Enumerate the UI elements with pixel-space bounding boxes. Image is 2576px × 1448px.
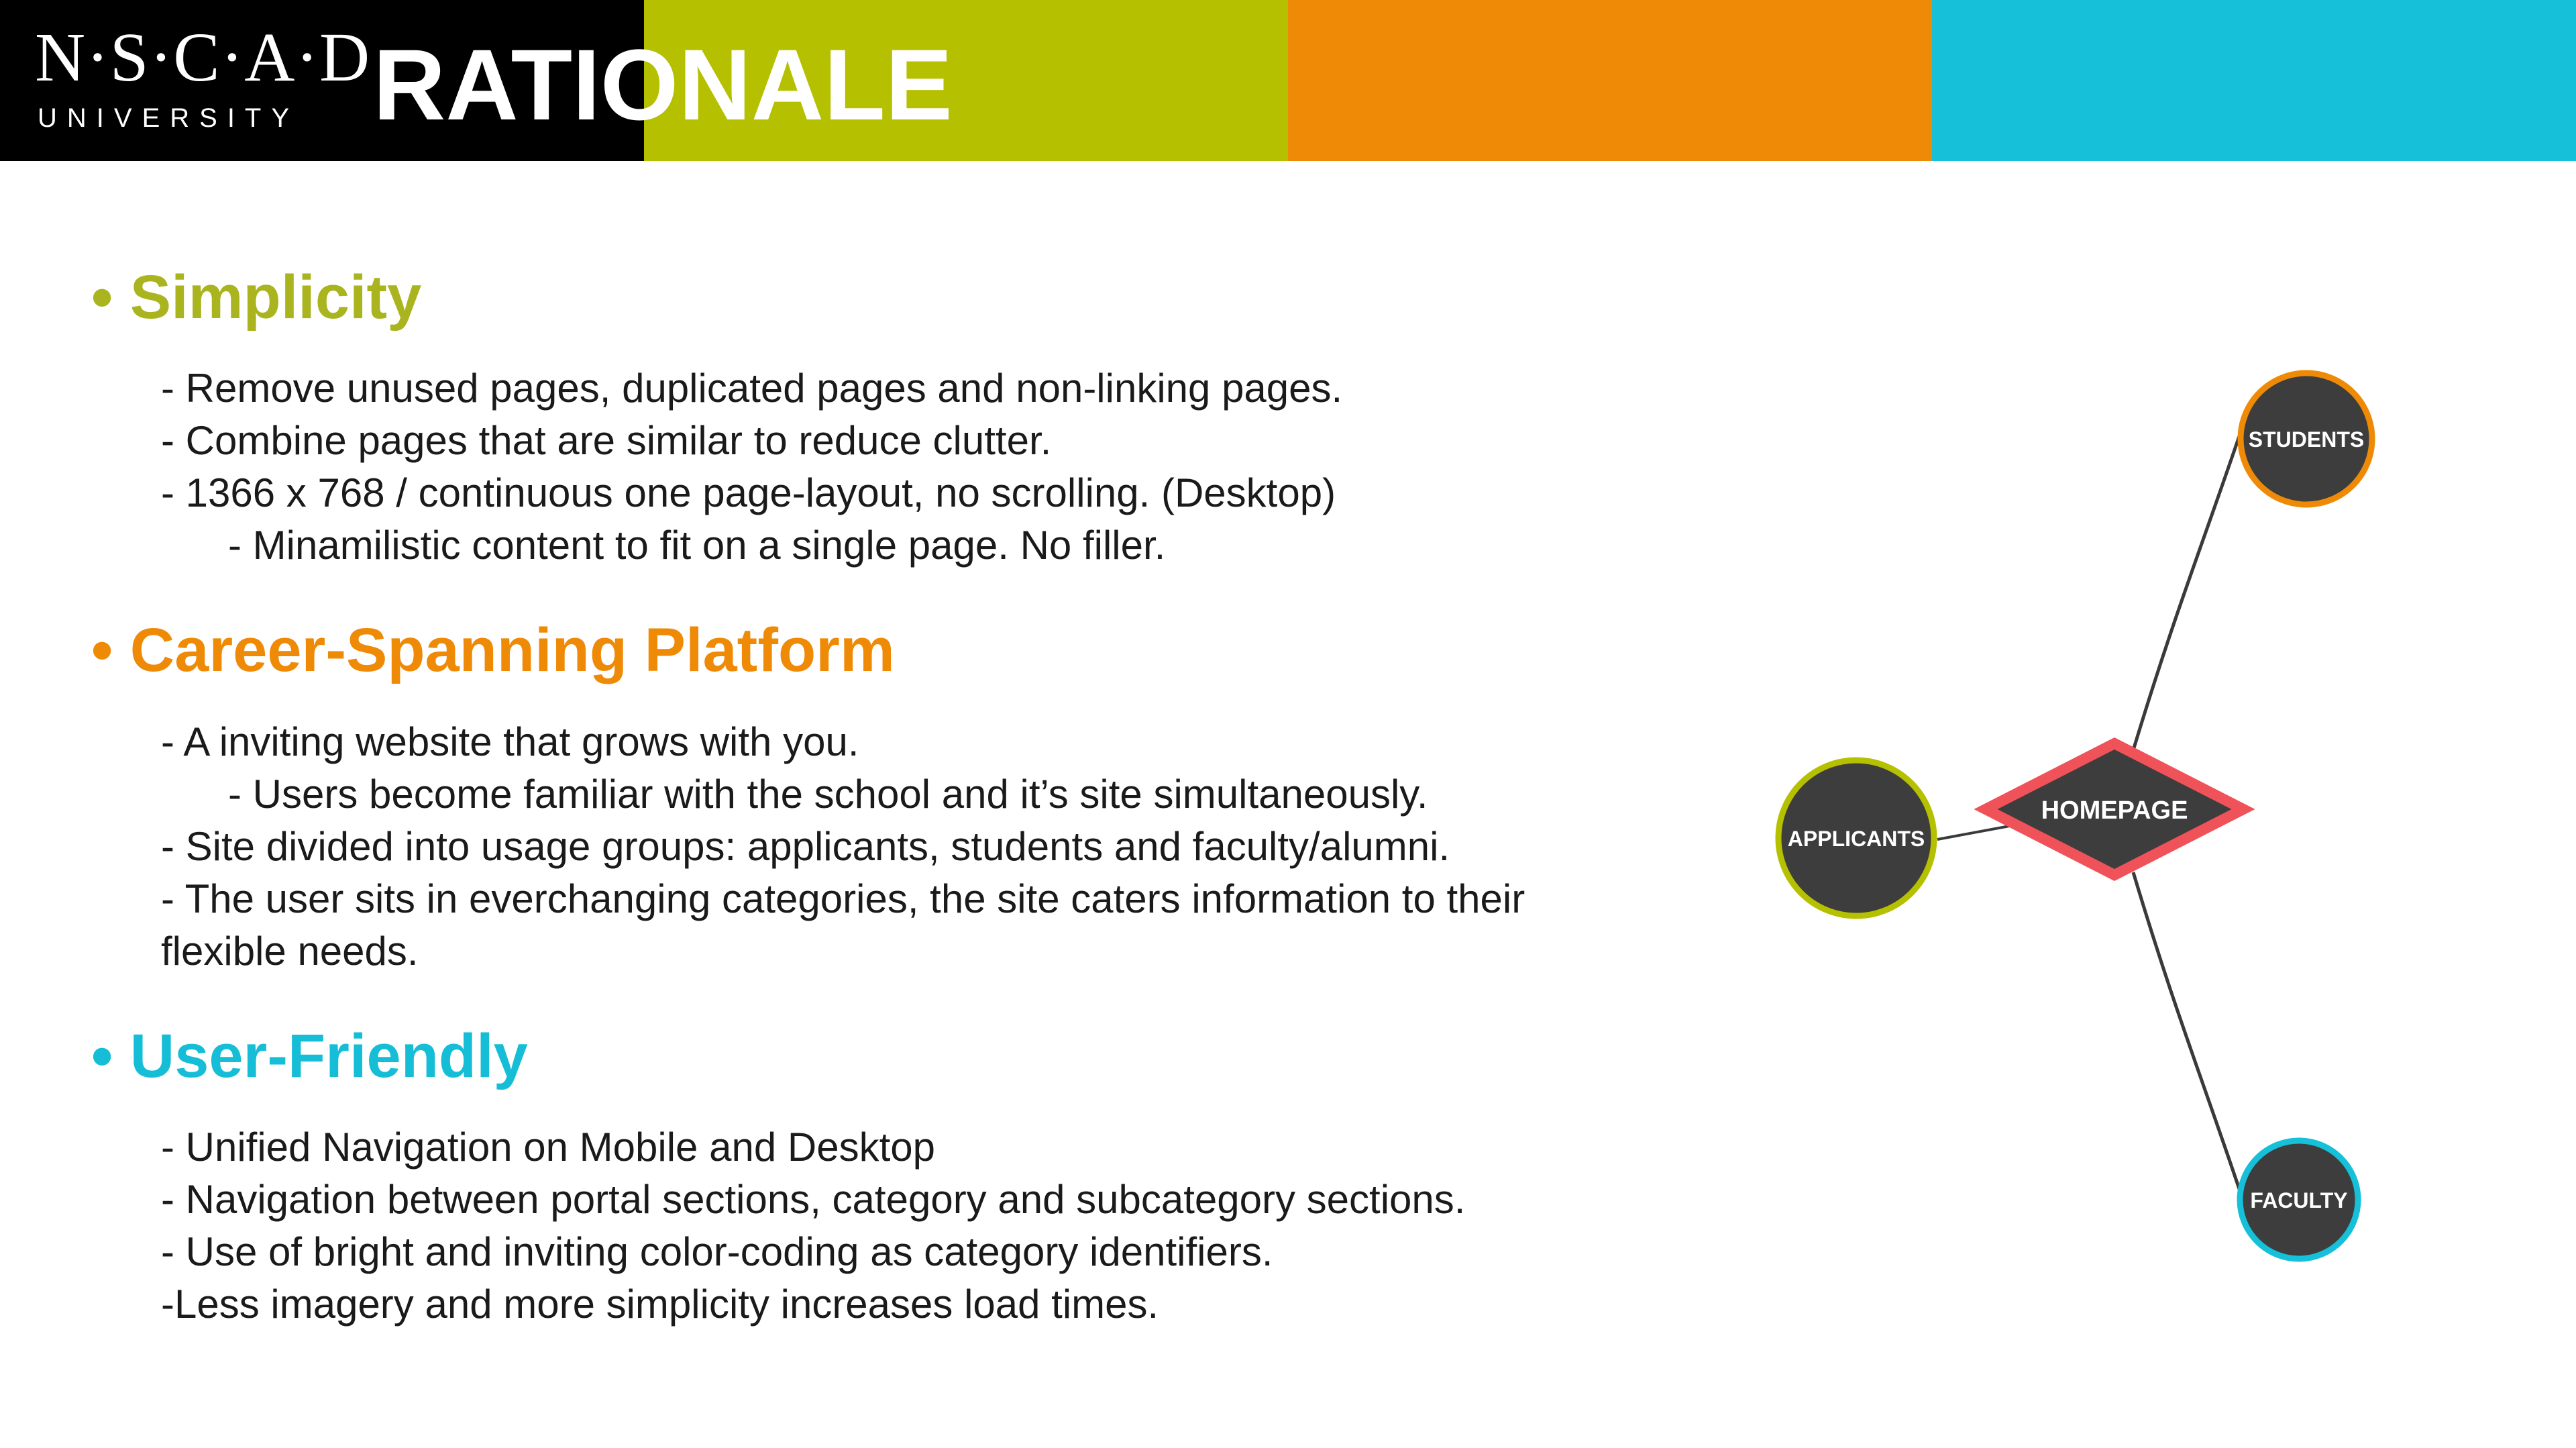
node-label: FACULTY [2250,1188,2348,1212]
section-heading: • Career-Spanning Platform [91,616,895,685]
list-item: - Combine pages that are similar to reduce clutter. [161,418,1052,464]
node-students [2241,373,2372,505]
list-item: -Less imagery and more simplicity increases load times. [161,1282,1159,1327]
node-label: STUDENTS [2248,427,2365,452]
node-applicants [1778,760,1934,916]
list-item: - Unified Navigation on Mobile and Desktop [161,1125,935,1170]
node-label: APPLICANTS [1787,827,1925,851]
node-faculty [2240,1141,2358,1259]
list-item: - Site divided into usage groups: applicants, students and faculty/alumni. [161,823,1450,869]
section-heading: • Simplicity [91,263,422,331]
list-item: - 1366 x 768 / continuous one page-layout, no scrolling. (Desktop) [161,470,1336,516]
list-item: - Remove unused pages, duplicated pages and non-linking pages. [161,366,1343,411]
list-item-sub: - Minamilistic content to fit on a single page. No filler. [228,523,1166,568]
list-item: - The user sits in everchanging categories, the site caters information to their flexible needs. [161,876,1525,974]
logo-wordmark: N·S·C·A·D [35,19,371,96]
page-title: RATIONALE [373,28,953,141]
section-heading: • User-Friendly [91,1021,528,1090]
connector-homepage-students [2133,436,2239,750]
list-item: - Navigation between portal sections, category and subcategory sections. [161,1177,1466,1223]
list-item-sub: - Users become familiar with the school and it’s site simultaneously. [228,771,1428,817]
list-item: - A inviting website that grows with you. [161,719,859,764]
list-item: - Use of bright and inviting color-coding as category identifiers. [161,1229,1273,1275]
connector-homepage-faculty [2133,872,2239,1189]
logo-subtitle: UNIVERSITY [38,103,300,133]
node-label: HOMEPAGE [2041,796,2188,825]
node-homepage [1986,743,2243,875]
